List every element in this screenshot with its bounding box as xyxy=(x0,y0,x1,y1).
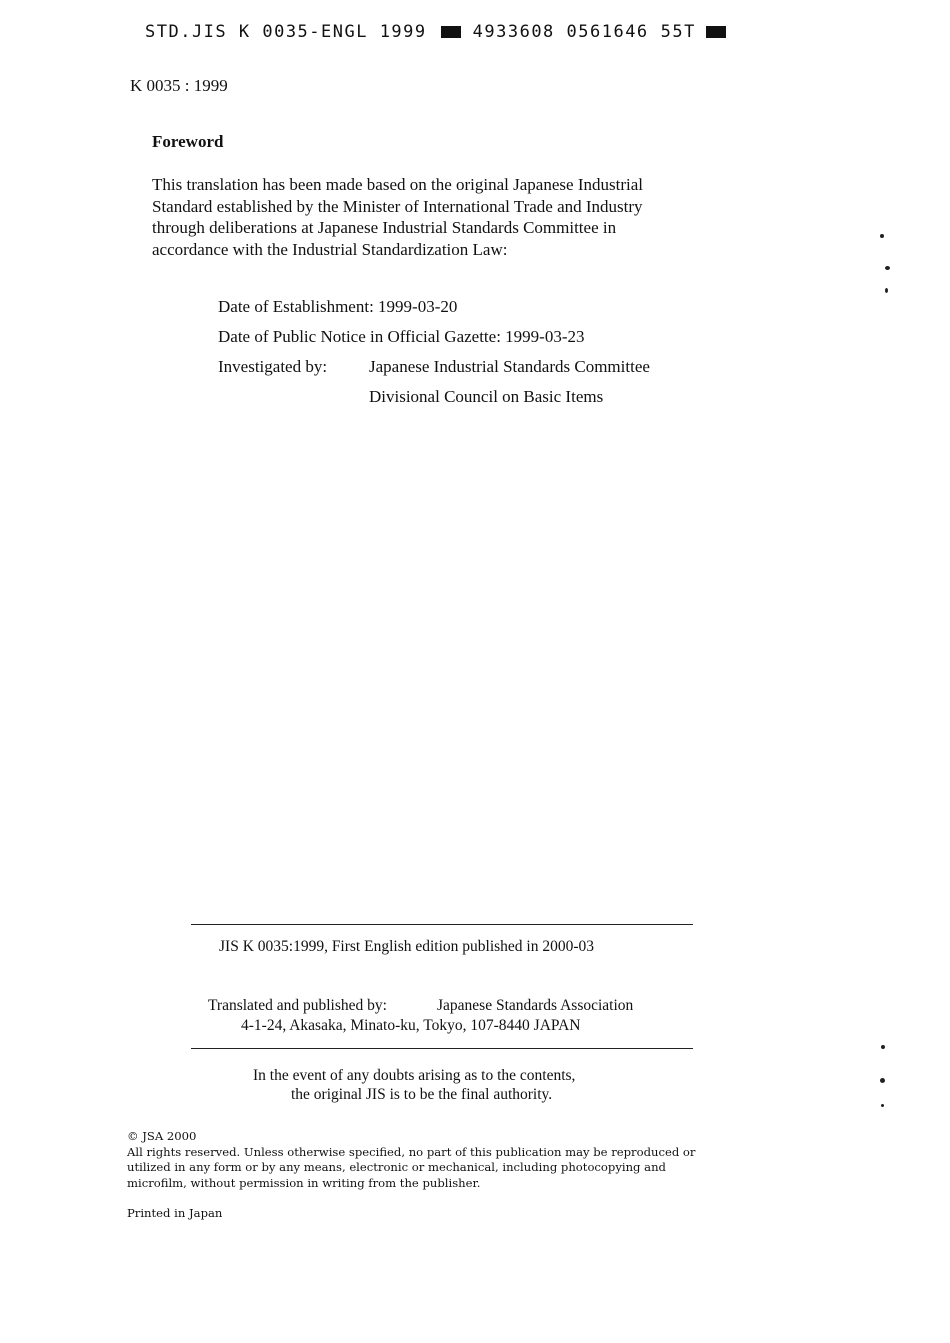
black-block-mark xyxy=(441,26,461,38)
intro-line: This translation has been made based on the original Japanese Industrial xyxy=(152,175,643,194)
translated-by-label: Translated and published by: xyxy=(208,997,387,1014)
header-code-line xyxy=(145,22,726,42)
std-code: STD.JIS K 0035-ENGL 1999 xyxy=(145,22,427,42)
scan-speck xyxy=(881,1045,885,1049)
intro-line: Standard established by the Minister of International Trade and Industry xyxy=(152,196,643,216)
intro-line: accordance with the Industrial Standardization Law: xyxy=(152,239,508,259)
barcode-number: 4933608 0561646 xyxy=(472,22,649,42)
publisher-address: 4-1-24, Akasaka, Minato-ku, Tokyo, 107-8440 JAPAN xyxy=(241,1017,581,1034)
doubt-notice-line2: the original JIS is to be the final authority. xyxy=(291,1086,553,1103)
scan-speck xyxy=(885,266,890,270)
investigating-council: Divisional Council on Basic Items xyxy=(369,387,604,406)
black-block-mark-end xyxy=(706,26,726,38)
intro-line: through deliberations at Japanese Industrial Standards Committee in xyxy=(152,218,617,237)
gazette-date: Date of Public Notice in Official Gazette: 1999-03-23 xyxy=(218,327,585,346)
legal-notice xyxy=(127,1129,767,1222)
rights-line: microfilm, without permission in writing from the publisher. xyxy=(127,1175,481,1190)
scan-speck xyxy=(880,1078,885,1083)
foreword-title: Foreword xyxy=(152,132,224,151)
establishment-date: Date of Establishment: 1999-03-20 xyxy=(218,297,458,316)
scan-speck xyxy=(881,1104,884,1107)
rights-line: All rights reserved. Unless otherwise specified, no part of this publication may be reproduced or xyxy=(127,1144,696,1159)
investigating-committee: Japanese Industrial Standards Committee xyxy=(369,357,650,376)
barcode-suffix: 55T xyxy=(660,22,696,42)
doubt-notice-line1: In the event of any doubts arising as to the contents, xyxy=(253,1067,576,1084)
publisher-name: Japanese Standards Association xyxy=(437,997,634,1014)
scan-speck xyxy=(885,288,888,293)
scan-speck xyxy=(880,234,884,238)
rights-line: utilized in any form or by any means, electronic or mechanical, including photocopying and xyxy=(127,1160,666,1174)
publication-bottom-rule xyxy=(191,1048,693,1049)
edition-line: JIS K 0035:1999, First English edition published in 2000-03 xyxy=(219,938,595,955)
document-number: K 0035 : 1999 xyxy=(130,76,228,95)
printed-in-line: Printed in Japan xyxy=(127,1206,223,1220)
publication-top-rule xyxy=(191,924,693,925)
investigated-by-label: Investigated by: xyxy=(218,357,328,376)
foreword-intro-paragraph xyxy=(152,174,772,260)
copyright-line: © JSA 2000 xyxy=(127,1129,197,1143)
